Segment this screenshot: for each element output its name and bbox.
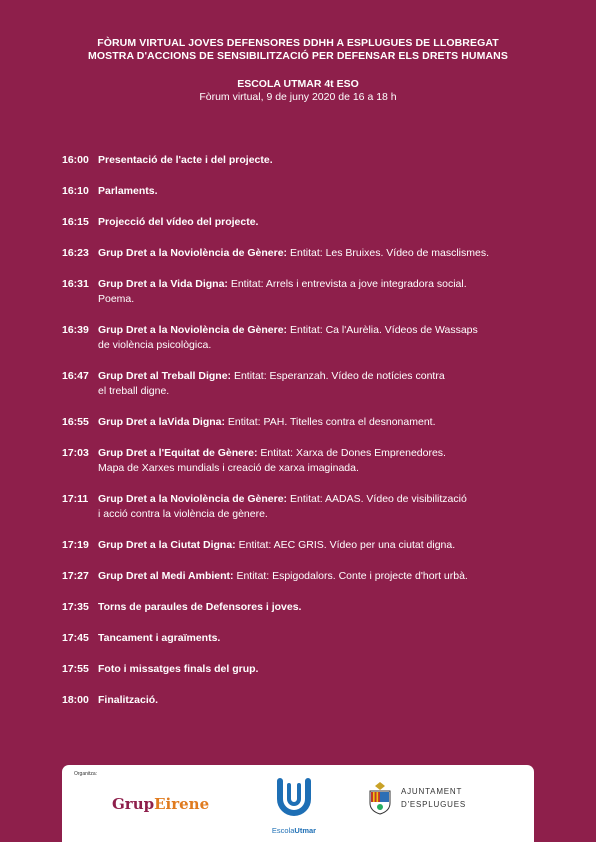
- eirene-logo-text-eirene: Eirene: [154, 795, 210, 813]
- schedule-activity-title: Finalització.: [98, 694, 159, 706]
- schedule-time: 18:00: [62, 694, 89, 706]
- schedule-item: [62, 369, 542, 399]
- municipal-shield-icon: [367, 781, 393, 815]
- utmar-emblem-icon: [271, 777, 317, 819]
- schedule-item: [62, 631, 542, 646]
- schedule-item: [62, 184, 542, 199]
- schedule-activity-detail-continued: Mapa de Xarxes mundials i creació de xarxa imaginada.: [98, 462, 359, 474]
- schedule-activity-detail: Entitat: Ca l'Aurèlia. Vídeos de Wassaps: [287, 324, 478, 336]
- schedule-item: [62, 323, 542, 353]
- schedule-item: [62, 569, 542, 584]
- schedule-time: 16:23: [62, 247, 89, 259]
- event-subtitle: MOSTRA D'ACCIONS DE SENSIBILITZACIÓ PER DEFENSAR ELS DRETS HUMANS: [88, 50, 508, 62]
- schedule-item: [62, 415, 542, 430]
- schedule-description: [98, 569, 542, 584]
- schedule-activity-title: Grup Dret al Medi Ambient:: [98, 570, 234, 582]
- schedule-item: [62, 446, 542, 476]
- schedule-time: 17:35: [62, 601, 89, 613]
- schedule-description: [98, 600, 542, 615]
- schedule-activity-title: Torns de paraules de Defensores i joves.: [98, 601, 302, 613]
- schedule-activity-title: Grup Dret a la Ciutat Digna:: [98, 539, 236, 551]
- schedule-activity-title: Grup Dret a la Noviolència de Gènere:: [98, 247, 288, 259]
- schedule-item: [62, 693, 542, 708]
- schedule-item: [62, 277, 542, 307]
- schedule-description: [98, 415, 542, 430]
- schedule-activity-title: Presentació de l'acte i del projecte.: [98, 154, 273, 166]
- schedule-activity-detail-continued: de violència psicològica.: [98, 339, 212, 351]
- schedule-activity-title: Grup Dret a la Vida Digna:: [98, 278, 228, 290]
- schedule-time: 17:45: [62, 632, 89, 644]
- event-date: Fòrum virtual, 9 de juny 2020 de 16 a 18 h: [199, 91, 397, 103]
- schedule-activity-title: Parlaments.: [98, 185, 158, 197]
- schedule-item: [62, 215, 542, 230]
- schedule-time: 16:00: [62, 154, 89, 166]
- schedule-activity-detail-continued: i acció contra la violència de gènere.: [98, 508, 268, 520]
- schedule-item: [62, 538, 542, 553]
- schedule-activity-detail: Entitat: Xarxa de Dones Emprenedores.: [257, 447, 446, 459]
- escola-utmar-logo: [258, 777, 330, 835]
- schedule-activity-detail: Entitat: AADAS. Vídeo de visibilització: [287, 493, 467, 505]
- schedule-time: 17:03: [62, 447, 89, 459]
- schedule-list: [62, 153, 542, 708]
- schedule-item: [62, 662, 542, 677]
- schedule-time: 17:19: [62, 539, 89, 551]
- schedule-time: 17:55: [62, 663, 89, 675]
- organizers-footer: [62, 765, 534, 842]
- eirene-logo-text-grup: Grup: [112, 795, 155, 813]
- schedule-activity-title: Projecció del vídeo del projecte.: [98, 216, 259, 228]
- schedule-description: [98, 246, 542, 261]
- schedule-time: 16:10: [62, 185, 89, 197]
- schedule-description: [98, 631, 542, 646]
- schedule-item: [62, 153, 542, 168]
- schedule-activity-title: Grup Dret a la Noviolència de Gènere:: [98, 493, 288, 505]
- schedule-description: [98, 538, 542, 553]
- schedule-description: [98, 153, 542, 168]
- schedule-description: [98, 662, 542, 677]
- utmar-logo-text: EscolaUtmar: [271, 826, 317, 835]
- event-title: FÒRUM VIRTUAL JOVES DEFENSORES DDHH A ESPLUGUES DE LLOBREGAT: [97, 37, 499, 49]
- schedule-activity-title: Foto i missatges finals del grup.: [98, 663, 259, 675]
- schedule-activity-title: Tancament i agraïments.: [98, 632, 221, 644]
- schedule-item: [62, 246, 542, 261]
- schedule-activity-detail-continued: Poema.: [98, 293, 135, 305]
- schedule-description: [98, 323, 542, 353]
- schedule-time: 16:55: [62, 416, 89, 428]
- schedule-activity-detail: Entitat: Espigodalors. Conte i projecte d'hort urbà.: [233, 570, 468, 582]
- page-header: [0, 37, 596, 104]
- schedule-activity-title: Grup Dret a la Noviolència de Gènere:: [98, 324, 288, 336]
- schedule-activity-title: Grup Dret a l'Equitat de Gènere:: [98, 447, 258, 459]
- schedule-activity-title: Grup Dret a laVida Digna:: [98, 416, 225, 428]
- schedule-activity-detail: Entitat: Esperanzah. Vídeo de notícies contra: [231, 370, 445, 382]
- schedule-description: [98, 215, 542, 230]
- schedule-description: [98, 492, 542, 522]
- schedule-time: 17:11: [62, 493, 89, 505]
- schedule-description: [98, 693, 542, 708]
- schedule-time: 16:47: [62, 370, 89, 382]
- schedule-time: 16:31: [62, 278, 89, 290]
- schedule-activity-detail: Entitat: PAH. Titelles contra el desnonament.: [225, 416, 436, 428]
- schedule-time: 17:27: [62, 570, 89, 582]
- ajuntament-logo-text: AJUNTAMENT D'ESPLUGUES: [401, 787, 467, 809]
- schedule-activity-detail: Entitat: AEC GRIS. Vídeo per una ciutat digna.: [235, 539, 456, 551]
- schedule-description: [98, 369, 542, 399]
- organizers-label: Organitza:: [74, 771, 98, 777]
- schedule-activity-title: Grup Dret al Treball Digne:: [98, 370, 232, 382]
- grup-eirene-logo: [112, 795, 209, 813]
- schedule-item: [62, 492, 542, 522]
- schedule-time: 16:39: [62, 324, 89, 336]
- schedule-description: [98, 184, 542, 199]
- school-name: ESCOLA UTMAR 4t ESO: [237, 78, 359, 90]
- schedule-item: [62, 600, 542, 615]
- ajuntament-esplugues-logo: [367, 781, 466, 815]
- schedule-time: 16:15: [62, 216, 89, 228]
- schedule-description: [98, 277, 542, 307]
- schedule-activity-detail: Entitat: Arrels i entrevista a jove integradora social.: [227, 278, 467, 290]
- schedule-activity-detail-continued: el treball digne.: [98, 385, 170, 397]
- schedule-description: [98, 446, 542, 476]
- schedule-activity-detail: Entitat: Les Bruixes. Vídeo de masclismes.: [287, 247, 489, 259]
